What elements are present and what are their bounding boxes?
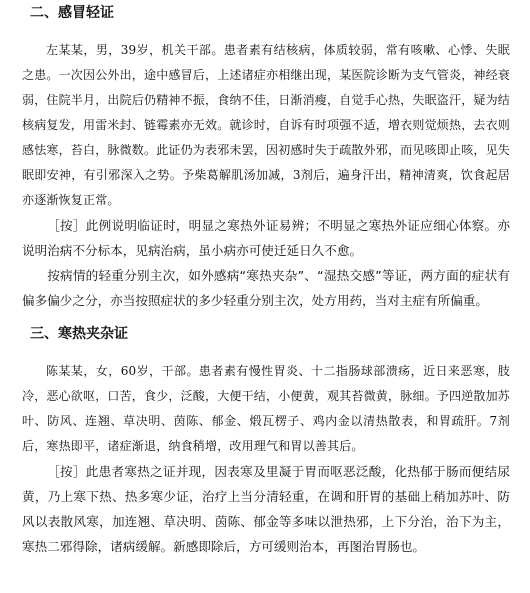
section-heading-cold-heat-mixed: 三、寒热夹杂证 xyxy=(30,326,128,342)
section-heading-cold-mild: 二、感冒轻证 xyxy=(30,5,114,21)
case-record-2: 陈某某，女，60岁，干部。患者素有慢性胃炎、十二指肠球部溃疡，近日来恶寒，肢冷，恶心欲呕，口苦，食少，泛酸，大便干结，小便黄，观其苔微黄，脉细。予四逆散加苏叶、防风、连翘、草决明、茵陈、郁金、煅瓦楞子、鸡内金以清热散表，和胃疏肝。7剂后，寒热即平，诸症渐退，纳食稍增，改用理气和胃以善其后。 xyxy=(22,364,511,453)
commentary-3: ［按］此患者寒热之证并现，因表寒及里凝于胃而呕恶泛酸，化热郁于肠而便结尿黄，乃上寒下热、热多寒少证，治疗上当分清轻重，在调和肝胃的基础上稍加苏叶、防风以表散风寒，加连翘、草决明、茵陈、郁金等多味以泄热邪，上下分治，治下为主，寒热二邪得除，诸病缓解。新感即除后，方可缓则治本，再图治胃肠也。 xyxy=(22,464,510,554)
case-record-1: 左某某，男，39岁，机关干部。患者素有结核病，体质较弱，常有咳嗽、心悸、失眠之患。一次因公外出，途中感冒后，上述诸症亦相继出现，某医院诊断为支气管炎，神经衰弱，住院半月，出院后仍精神不振，食纳不佳，日渐消瘦，自觉手心热，失眠盗汗，疑为结核病复发，用雷米封、链霉素亦无效。就诊时，自诉有时项强不适，增衣则觉烦热，去衣则感怯寒，苔白，脉微数。此证仍为表邪未罢，因初感时失于疏散外邪，而见咳即止咳，见失眠即安神，有引邪深入之势。予柴葛解肌汤加减，3剂后，遍身汗出，精神清爽，饮食起居亦逐渐恢复正常。 xyxy=(22,43,511,207)
section-spacer xyxy=(22,313,510,325)
commentary-2: 按病情的轻重分别主次，如外感病“寒热夹杂”、“湿热交感”等证，两方面的症状有偏多偏少之分，亦当按照症状的多少轻重分别主次，处方用药，当对主症有所偏重。 xyxy=(22,268,510,308)
commentary-1: ［按］此例说明临证时，明显之寒热外证易辨；不明显之寒热外证应细心体察。亦说明治病不分标本，见病治病，虽小病亦可使迁延日久不愈。 xyxy=(22,218,510,258)
document-page xyxy=(22,4,510,559)
